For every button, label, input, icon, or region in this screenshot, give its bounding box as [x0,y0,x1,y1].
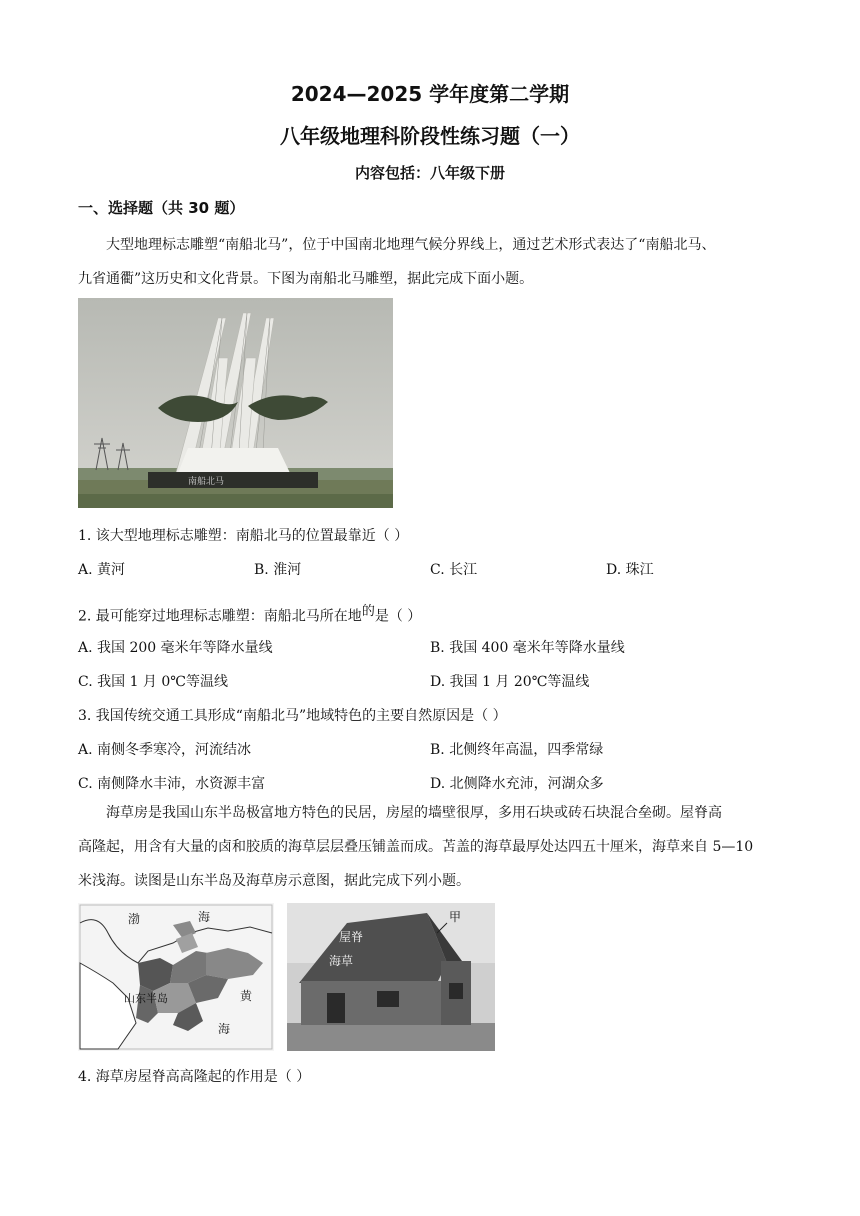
q3-option-c: C. 南侧降水丰沛，水资源丰富 [78,776,266,792]
q3-option-d: D. 北侧降水充沛，河湖众多 [430,776,604,792]
section-heading: 一、选择题（共 30 题） [78,199,245,217]
seaweed-house-photo [287,903,495,1051]
question-2: 2. 最可能穿过地理标志雕塑：南船北马所在地$^的$是（ ） [78,604,422,625]
exam-title-year: 2024—2025 学年度第二学期 [290,82,570,106]
q2-option-d: D. 我国 1 月 20℃等温线 [430,674,590,690]
passage-1-line-1: 大型地理标志雕塑“南船北马”，位于中国南北地理气候分界线上，通过艺术形式表达了“南船北马、 [106,237,716,253]
q2-option-c: C. 我国 1 月 0℃等温线 [78,674,228,690]
passage-2-line-3: 米浅海。读图是山东半岛及海草房示意图，据此完成下列小题。 [78,873,470,889]
map-label-bohai-1: 渤 [128,912,141,926]
shandong-peninsula-map [78,903,274,1051]
map-label-yellow-1: 黄 [240,989,253,1003]
q2-option-a: A. 我国 200 毫米年等降水量线 [78,640,273,656]
passage-1 [78,228,786,296]
q1-option-c: C. 长江 [430,562,478,578]
question-3: 3. 我国传统交通工具形成“南船北马”地域特色的主要自然原因是（ ） [78,708,507,724]
q1-option-a: A. 黄河 [78,562,126,578]
map-label-yellow-2: 海 [218,1022,231,1036]
sculpture-photo [78,298,393,508]
q1-option-b: B. 淮河 [254,562,302,578]
question-1: 1. 该大型地理标志雕塑：南船北马的位置最靠近（ ） [78,528,409,544]
house-label-wall: 海草 [329,954,354,968]
exam-title: 八年级地理科阶段性练习题（一） [280,124,580,148]
house-label-ridge: 屋脊 [339,930,364,944]
passage-2-line-1: 海草房是我国山东半岛极富地方特色的民居，房屋的墙壁很厚，多用石块或砖石块混合垒砌。屋脊高 [106,805,722,821]
exam-subtitle: 内容包括：八年级下册 [354,164,505,182]
plaque-text: 南船北马 [188,477,225,487]
q3-option-a: A. 南侧冬季寒冷，河流结冰 [78,742,252,758]
passage-1-line-2: 九省通衢”这历史和文化背景。下图为南船北马雕塑，据此完成下面小题。 [78,271,534,287]
q1-option-d: D. 珠江 [606,562,654,578]
passage-2 [78,796,786,898]
map-label-peninsula: 山东半岛 [124,992,168,1005]
passage-2-line-2: 高隆起，用含有大量的卤和胶质的海草层层叠压铺盖而成。苫盖的海草最厚处达四五十厘米，海草来自 5—10 [78,839,754,855]
q3-option-b: B. 北侧终年高温，四季常绿 [430,742,604,758]
map-label-bohai-2: 海 [198,910,211,924]
q2-option-b: B. 我国 400 毫米年等降水量线 [430,640,625,656]
house-label-jia: 甲 [449,910,462,924]
question-4: 4. 海草房屋脊高高隆起的作用是（ ） [78,1069,311,1085]
